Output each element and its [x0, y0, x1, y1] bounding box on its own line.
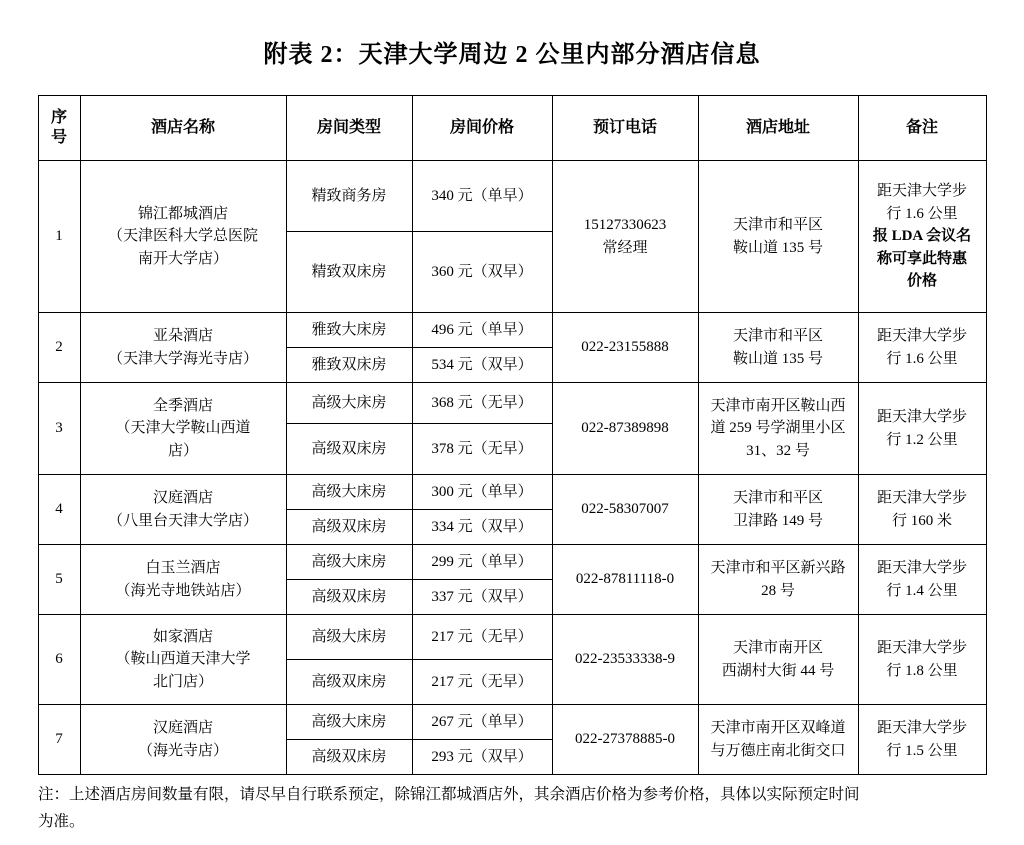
cell-hotel-name: 全季酒店 （天津大学鞍山西道 店） [80, 383, 286, 475]
cell-address: 天津市南开区双峰道 与万德庄南北街交口 [698, 705, 858, 775]
footnote-line-2: 为准。 [38, 813, 85, 831]
footnote-line-1: 注：上述酒店房间数量有限，请尽早自行联系预定，除锦江都城酒店外，其余酒店价格为参考价格，具体以实际预定时间 [38, 786, 860, 803]
cell-seq: 2 [38, 313, 80, 383]
table-row [38, 705, 986, 740]
cell-phone: 15127330623 常经理 [552, 161, 698, 313]
column-header-room-price: 房间价格 [412, 96, 552, 161]
cell-room-price: 340 元（单早） [412, 161, 552, 232]
cell-room-type: 高级双床房 [286, 580, 412, 615]
cell-room-price: 496 元（单早） [412, 313, 552, 348]
cell-room-type: 精致商务房 [286, 161, 412, 232]
cell-room-price: 334 元（双早） [412, 510, 552, 545]
cell-room-type: 高级大床房 [286, 383, 412, 424]
cell-note: 距天津大学步 行 1.5 公里 [858, 705, 986, 775]
cell-seq: 3 [38, 383, 80, 475]
column-header-seq [38, 96, 80, 161]
column-header-note: 备注 [858, 96, 986, 161]
cell-room-price: 360 元（双早） [412, 232, 552, 313]
column-header-seq-line2: 号 [50, 129, 67, 146]
cell-room-price: 337 元（双早） [412, 580, 552, 615]
cell-hotel-name: 汉庭酒店 （海光寺店） [80, 705, 286, 775]
column-header-address: 酒店地址 [698, 96, 858, 161]
cell-hotel-name: 白玉兰酒店 （海光寺地铁站店） [80, 545, 286, 615]
cell-room-type: 高级大床房 [286, 615, 412, 660]
cell-address: 天津市和平区新兴路 28 号 [698, 545, 858, 615]
hotel-info-table [38, 95, 987, 775]
cell-address: 天津市和平区 卫津路 149 号 [698, 475, 858, 545]
cell-address: 天津市和平区 鞍山道 135 号 [698, 161, 858, 313]
cell-room-type: 高级大床房 [286, 705, 412, 740]
cell-seq: 1 [38, 161, 80, 313]
table-row [38, 545, 986, 580]
cell-room-price: 299 元（单早） [412, 545, 552, 580]
cell-room-type: 雅致大床房 [286, 313, 412, 348]
cell-hotel-name: 如家酒店 （鞍山西道天津大学 北门店） [80, 615, 286, 705]
table-row [38, 383, 986, 424]
cell-room-type: 高级双床房 [286, 740, 412, 775]
cell-seq: 5 [38, 545, 80, 615]
cell-room-type: 高级大床房 [286, 475, 412, 510]
cell-note: 距天津大学步 行 160 米 [858, 475, 986, 545]
footnote [38, 781, 986, 835]
cell-note: 距天津大学步 行 1.4 公里 [858, 545, 986, 615]
cell-room-type: 精致双床房 [286, 232, 412, 313]
column-header-room-type: 房间类型 [286, 96, 412, 161]
cell-hotel-name: 汉庭酒店 （八里台天津大学店） [80, 475, 286, 545]
cell-room-price: 217 元（无早） [412, 660, 552, 705]
cell-room-price: 368 元（无早） [412, 383, 552, 424]
cell-room-type: 高级大床房 [286, 545, 412, 580]
cell-note: 距天津大学步 行 1.8 公里 [858, 615, 986, 705]
cell-seq: 4 [38, 475, 80, 545]
table-row [38, 161, 986, 232]
cell-hotel-name: 锦江都城酒店 （天津医科大学总医院 南开大学店） [80, 161, 286, 313]
cell-room-price: 293 元（双早） [412, 740, 552, 775]
cell-phone: 022-27378885-0 [552, 705, 698, 775]
column-header-phone: 预订电话 [552, 96, 698, 161]
cell-note: 距天津大学步 行 1.6 公里 报 LDA 会议名 称可享此特惠 价格 [858, 161, 986, 313]
table-header-row [38, 96, 986, 161]
cell-room-price: 267 元（单早） [412, 705, 552, 740]
cell-room-type: 高级双床房 [286, 510, 412, 545]
cell-seq: 7 [38, 705, 80, 775]
column-header-seq-line1: 序 [50, 109, 67, 126]
cell-phone: 022-87811118-0 [552, 545, 698, 615]
document-page [0, 34, 1024, 845]
cell-room-type: 高级双床房 [286, 660, 412, 705]
page-title: 附表 2：天津大学周边 2 公里内部分酒店信息 [263, 42, 761, 68]
cell-address: 天津市南开区鞍山西 道 259 号学湖里小区 31、32 号 [698, 383, 858, 475]
cell-room-price: 300 元（单早） [412, 475, 552, 510]
cell-hotel-name: 亚朵酒店 （天津大学海光寺店） [80, 313, 286, 383]
cell-room-price: 217 元（无早） [412, 615, 552, 660]
cell-room-price: 534 元（双早） [412, 348, 552, 383]
table-row [38, 615, 986, 660]
cell-seq: 6 [38, 615, 80, 705]
cell-room-type: 高级双床房 [286, 424, 412, 475]
cell-phone: 022-58307007 [552, 475, 698, 545]
table-row [38, 475, 986, 510]
cell-note: 距天津大学步 行 1.6 公里 [858, 313, 986, 383]
cell-room-price: 378 元（无早） [412, 424, 552, 475]
cell-phone: 022-87389898 [552, 383, 698, 475]
cell-address: 天津市和平区 鞍山道 135 号 [698, 313, 858, 383]
cell-phone: 022-23533338-9 [552, 615, 698, 705]
table-row [38, 313, 986, 348]
cell-note: 距天津大学步 行 1.2 公里 [858, 383, 986, 475]
cell-phone: 022-23155888 [552, 313, 698, 383]
column-header-name: 酒店名称 [80, 96, 286, 161]
cell-address: 天津市南开区 西湖村大街 44 号 [698, 615, 858, 705]
cell-room-type: 雅致双床房 [286, 348, 412, 383]
